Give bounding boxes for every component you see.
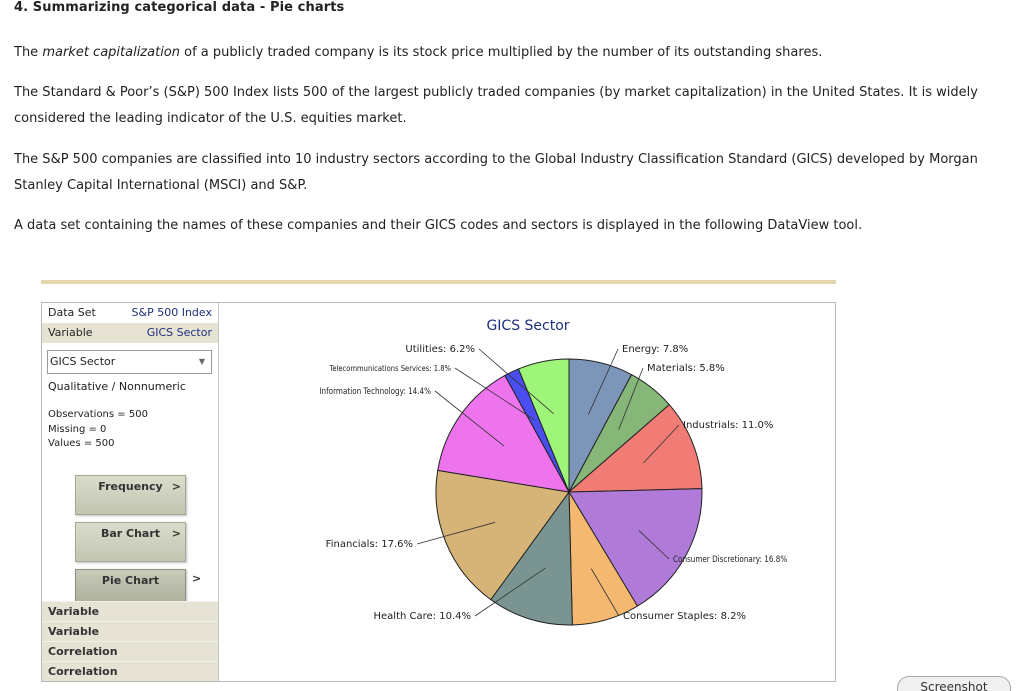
menu-item-correlation[interactable]: Correlation — [42, 661, 218, 681]
slice-label: Energy: 7.8% — [622, 344, 689, 355]
variable-row — [42, 323, 218, 343]
menu-item-variable[interactable]: Variable — [42, 621, 218, 641]
market-cap-term: market capitalization — [42, 45, 180, 60]
slice-label: Utilities: 6.2% — [405, 344, 475, 355]
variable-type: Qualitative / Nonnumeric — [48, 380, 186, 393]
variable-select-value: GICS Sector — [50, 355, 116, 368]
slice-label: Information Technology: 14.4% — [319, 386, 431, 397]
slice-label: Consumer Staples: 8.2% — [623, 611, 747, 622]
pie-chart-button-label: Pie Chart — [101, 574, 160, 587]
missing-count: Missing = 0 — [48, 424, 107, 435]
slice-label: Industrials: 11.0% — [683, 420, 774, 431]
chart-title: GICS Sector — [486, 318, 570, 334]
frequency-button-label: Frequency — [98, 480, 163, 493]
dataset-label: Data Set — [48, 306, 96, 319]
slice-label: Financials: 17.6% — [325, 539, 413, 550]
bar-chart-button-label: Bar Chart — [100, 527, 161, 540]
variable-select[interactable] — [47, 350, 212, 374]
dataview-tool — [41, 302, 836, 682]
paragraph-gics: The S&P 500 companies are classified into 10 industry sectors according to the Global Industry Classification Standard (GICS) developed by Morgan Stanley Capital International (MSCI) and S&P. — [14, 152, 978, 193]
paragraph-market-cap: The market capitalization of a publicly traded company is its stock price multiplied by the number of its outstanding shares. — [14, 45, 823, 60]
dataset-row — [42, 303, 218, 323]
chevron-right-icon: > — [192, 572, 202, 585]
chevron-down-icon: ▼ — [198, 357, 205, 366]
slice-label: Telecommunications Services: 1.8% — [329, 363, 451, 374]
screenshot-tab[interactable]: Screenshot — [897, 676, 1011, 691]
observations-count: Observations = 500 — [48, 409, 148, 420]
variable-value: GICS Sector — [146, 326, 212, 339]
slice-label: Consumer Discretionary: 16.8% — [673, 554, 788, 565]
paragraph-sp500: The Standard & Poor’s (S&P) 500 Index lists 500 of the largest publicly traded companies (by market capitalization) in the United States. It is widely considered the leading indicator of the U.S. equities market. — [14, 85, 978, 126]
slice-label: Health Care: 10.4% — [373, 611, 471, 622]
divider-rule — [41, 280, 836, 284]
menu-item-variable[interactable]: Variable — [42, 601, 218, 621]
control-panel — [42, 303, 219, 681]
menu-item-correlation[interactable]: Correlation — [42, 641, 218, 661]
frequency-button[interactable] — [75, 475, 186, 515]
dataset-value: S&P 500 Index — [131, 306, 212, 319]
page-heading: 4. Summarizing categorical data - Pie charts — [14, 0, 345, 15]
chevron-right-icon: > — [171, 527, 181, 540]
pie-chart — [220, 303, 835, 681]
paragraph-dataview: A data set containing the names of these companies and their GICS codes and sectors is displayed in the following DataView tool. — [14, 218, 863, 233]
chevron-right-icon: > — [171, 480, 181, 493]
slice-label: Materials: 5.8% — [647, 363, 725, 374]
bar-chart-button[interactable] — [75, 522, 186, 562]
variable-label: Variable — [48, 326, 93, 339]
values-count: Values = 500 — [48, 438, 115, 449]
pie-chart-area — [220, 303, 835, 681]
